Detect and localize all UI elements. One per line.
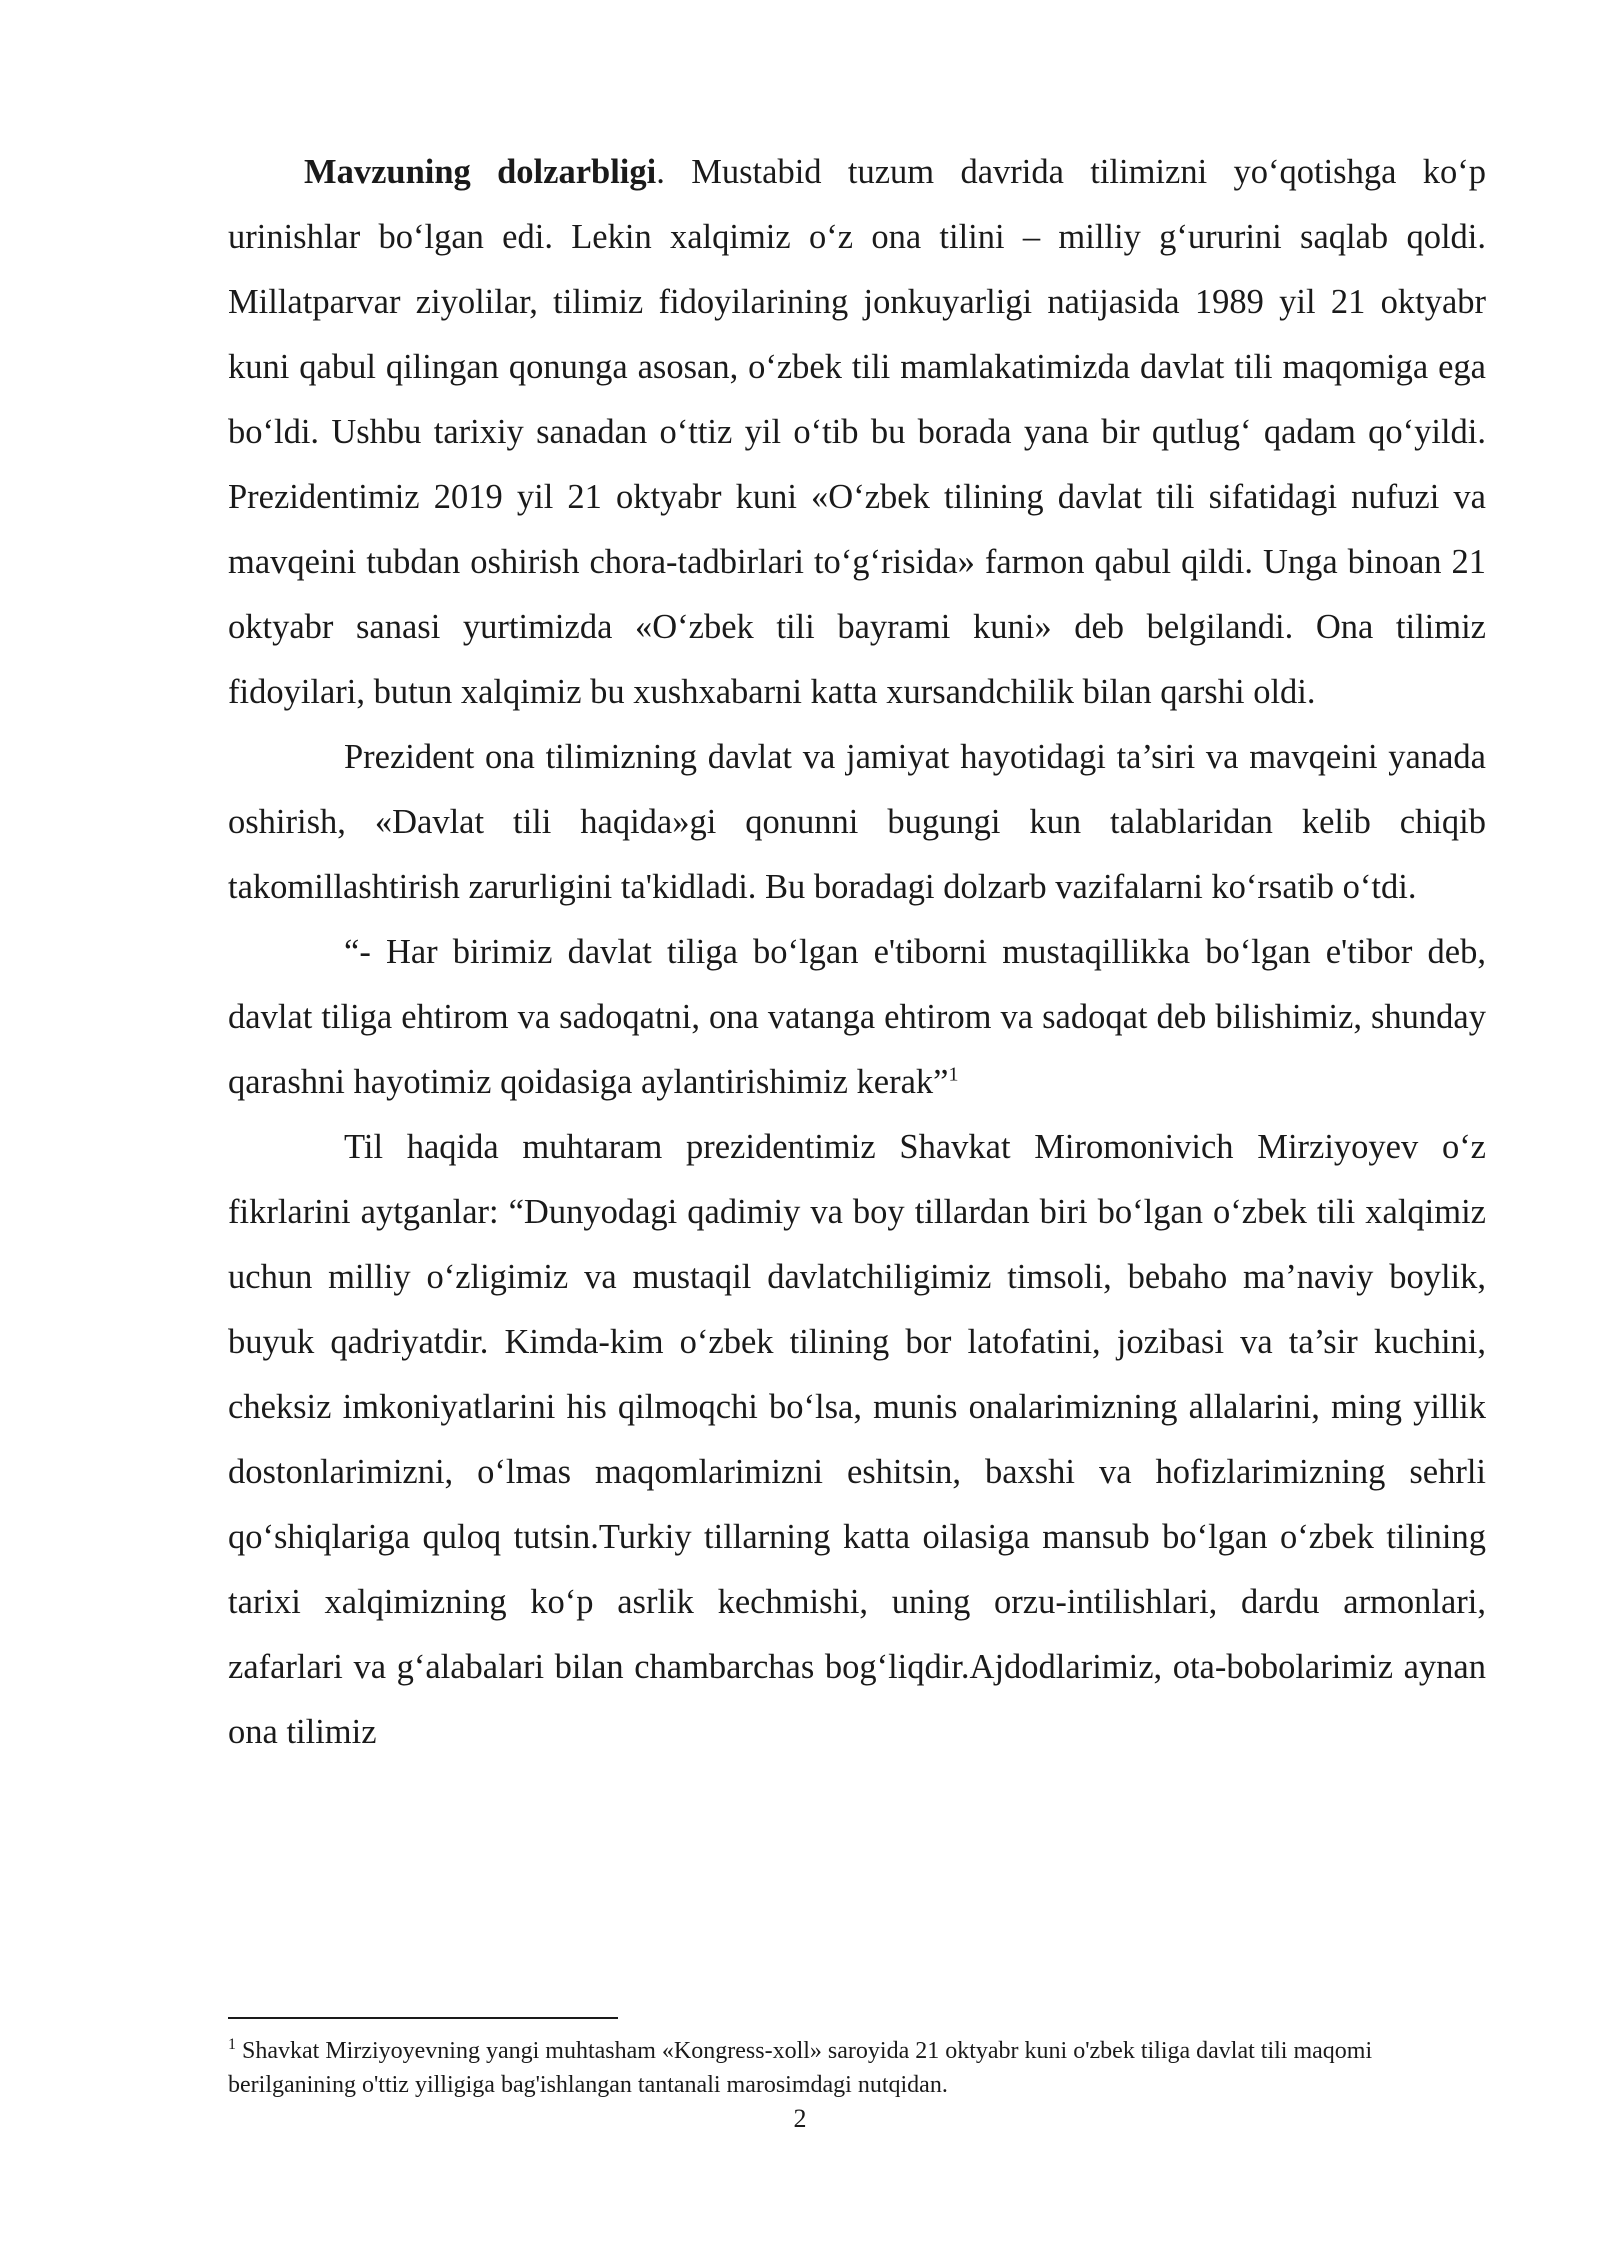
paragraph-text: Prezident ona tilimizning davlat va jamiyat hayotidagi ta’siri va mavqeini yanada oshirish, «Davlat tili haqida»gi qonunni bugungi kun talablaridan kelib chiqib takomillashtirish zarurligini ta'kidladi. Bu boradagi dolzarb vazifalarni ko‘rsatib o‘tdi. — [228, 738, 1486, 906]
paragraph-quote — [228, 920, 1486, 1115]
footnote-marker: 1 — [228, 2036, 236, 2053]
paragraph-language — [228, 1115, 1486, 1765]
footnote — [228, 2034, 1486, 2102]
section-heading: Mavzuning dolzarbligi — [304, 153, 657, 191]
footnote-text: Shavkat Mirziyoyevning yangi muhtasham «Kongress-xoll» saroyida 21 oktyabr kuni o'zbek tiliga davlat tili maqomi berilganining o'ttiz yilligiga bag'ishlangan tantanali marosimdagi nutqidan. — [228, 2038, 1373, 2098]
footnote-reference[interactable]: 1 — [948, 1063, 959, 1086]
page-number: 2 — [793, 2104, 807, 2133]
paragraph-text: Til haqida muhtaram prezidentimiz Shavkat Miromonivich Mirziyoyev o‘z fikrlarini aytganlar: “Dunyodagi qadimiy va boy tillardan biri bo‘lgan o‘zbek tili xalqimiz uchun milliy o‘zligimiz va mustaqil davlatchiligimiz timsoli, bebaho ma’naviy boylik, buyuk qadriyatdir. Kimda-kim o‘zbek tilining bor latofatini, jozibasi va ta’sir kuchini, cheksiz imkoniyatlarini his qilmoqchi bo‘lsa, munis onalarimizning allalarini, ming yillik dostonlarimizni, o‘lmas maqomlarimizni eshitsin, baxshi va hofizlarimizning sehrli qo‘shiqlariga quloq tutsin.Turkiy tillarning katta oilasiga mansub bo‘lgan o‘zbek tilining tarixi xalqimizning ko‘p asrlik kechmishi, uning orzu-intilishlari, dardu armonlari, zafarlari va g‘alabalari bilan chambarchas bog‘liqdir.Ajdodlarimiz, ota-bobolarimiz aynan ona tilimiz — [228, 1128, 1486, 1751]
footnote-separator — [228, 2017, 618, 2019]
paragraph-president — [228, 725, 1486, 920]
paragraph-text: . Mustabid tuzum davrida tilimizni yo‘qotishga ko‘p urinishlar bo‘lgan edi. Lekin xalqimiz o‘z ona tilini – milliy g‘ururini saqlab qoldi. Millatparvar ziyolilar, tilimiz fidoyilarining jonkuyarligi natijasida 1989 yil 21 oktyabr kuni qabul qilingan qonunga asosan, o‘zbek tili mamlakatimizda davlat tili maqomiga ega bo‘ldi. Ushbu tarixiy sanadan o‘ttiz yil o‘tib bu borada yana bir qutlug‘ qadam qo‘yildi. Prezidentimiz 2019 yil 21 oktyabr kuni «O‘zbek tilining davlat tili sifatidagi nufuzi va mavqeini tubdan oshirish chora-tadbirlari to‘g‘risida» farmon qabul qildi. Unga binoan 21 oktyabr sanasi yurtimizda «O‘zbek tili bayrami kuni» deb belgilandi. Ona tilimiz fidoyilari, butun xalqimiz bu xushxabarni katta xursandchilik bilan qarshi oldi. — [228, 153, 1486, 711]
paragraph-relevance — [228, 140, 1486, 725]
document-body — [228, 140, 1486, 1765]
paragraph-text: “- Har birimiz davlat tiliga bo‘lgan e'tiborni mustaqillikka bo‘lgan e'tibor deb, davlat tiliga ehtirom va sadoqatni, ona vatanga ehtirom va sadoqat deb bilishimiz, shunday qarashni hayotimiz qoidasiga aylantirishimiz kerak” — [228, 933, 1486, 1101]
